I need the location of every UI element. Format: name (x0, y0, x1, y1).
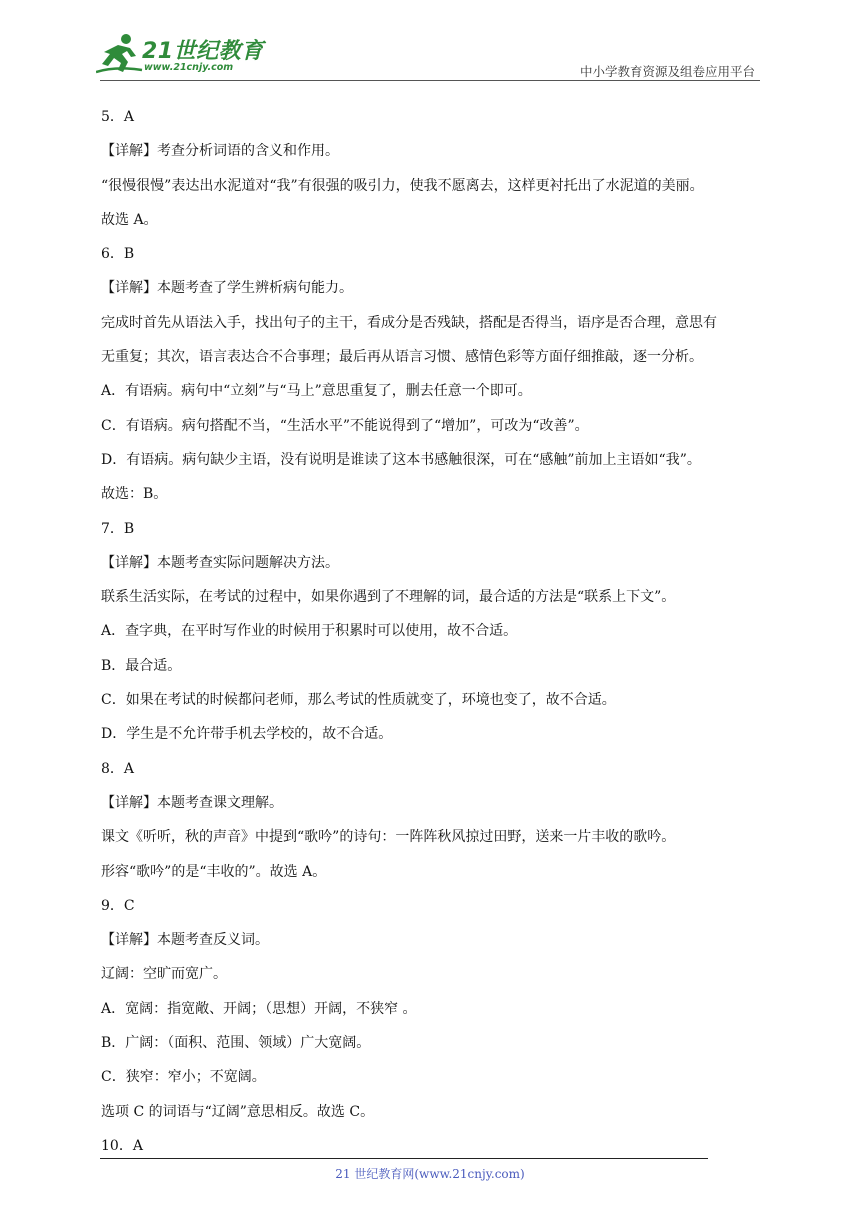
text-line: 6．B (101, 246, 135, 263)
text-line: 【详解】本题考查反义词。 (101, 932, 269, 949)
text-line: 课文《听听，秋的声音》中提到“歌吟”的诗句：一阵阵秋风掠过田野，送来一片丰收的歌吟。 (101, 829, 676, 846)
text-line: 【详解】考查分析词语的含义和作用。 (101, 143, 339, 160)
page-footer: 21 世纪教育网(www.21cnjy.com) (335, 1167, 525, 1181)
text-line: 无重复；其次，语言表达合不合事理；最后再从语言习惯、感情色彩等方面仔细推敲，逐一分析。 (101, 349, 703, 366)
text-line: 故选：B。 (101, 486, 168, 503)
text-line: 故选 A。 (101, 211, 158, 228)
text-line: A．宽阔：指宽敞、开阔；（思想）开阔，不狭窄 。 (101, 1000, 417, 1017)
text-line: B．广阔：（面积、范围、领域）广大宽阔。 (101, 1035, 371, 1052)
site-name: 中小学教育资源及组卷应用平台 (579, 64, 755, 79)
footer-divider (100, 1158, 708, 1159)
logo-text: 21世纪教育 (142, 39, 264, 64)
text-line: 7．B (101, 520, 135, 537)
text-line: 【详解】本题考查实际问题解决方法。 (101, 554, 339, 571)
text-line: 选项 C 的词语与“辽阔”意思相反。故选 C。 (101, 1103, 375, 1120)
text-line: C．狭窄：窄小；不宽阔。 (101, 1069, 266, 1086)
text-line: A．查字典，在平时写作业的时候用于积累时可以使用，故不合适。 (101, 623, 518, 640)
text-line: A．有语病。病句中“立刻”与“马上”意思重复了，删去任意一个即可。 (101, 383, 532, 400)
site-logo (96, 32, 266, 80)
text-line: 形容“歌吟”的是“丰收的”。故选 A。 (101, 863, 327, 880)
text-line: 8．A (101, 760, 135, 777)
text-line: 10．A (101, 1137, 143, 1154)
text-line: 【详解】本题考查课文理解。 (101, 794, 283, 811)
text-line: 【详解】本题考查了学生辨析病句能力。 (101, 280, 353, 297)
text-line: 9．C (101, 897, 135, 914)
text-line: B．最合适。 (101, 657, 182, 674)
text-line: 完成时首先从语法入手，找出句子的主干，看成分是否残缺，搭配是否得当，语序是否合理，意思有 (101, 314, 717, 331)
document-body (101, 103, 771, 1166)
header-divider (100, 80, 760, 81)
page-header (0, 0, 860, 90)
text-line: D．学生是不允许带手机去学校的，故不合适。 (101, 726, 393, 743)
text-line: C．如果在考试的时候都问老师，那么考试的性质就变了，环境也变了，故不合适。 (101, 692, 616, 709)
logo-url: www.21cnjy.com (144, 62, 234, 73)
text-line: D．有语病。病句缺少主语，没有说明是谁读了这本书感触很深，可在“感触”前加上主语如“我”。 (101, 451, 701, 468)
text-line: 辽阔：空旷而宽广。 (101, 966, 227, 983)
text-line: “很慢很慢”表达出水泥道对“我”有很强的吸引力，使我不愿离去，这样更衬托出了水泥道的美丽。 (101, 177, 704, 194)
text-line: C．有语病。病句搭配不当，“生活水平”不能说得到了“增加”，可改为“改善”。 (101, 417, 589, 434)
text-line: 5．A (101, 109, 135, 125)
runner-icon (96, 32, 144, 76)
text-line: 联系生活实际，在考试的过程中，如果你遇到了不理解的词，最合适的方法是“联系上下文”。 (101, 589, 676, 606)
